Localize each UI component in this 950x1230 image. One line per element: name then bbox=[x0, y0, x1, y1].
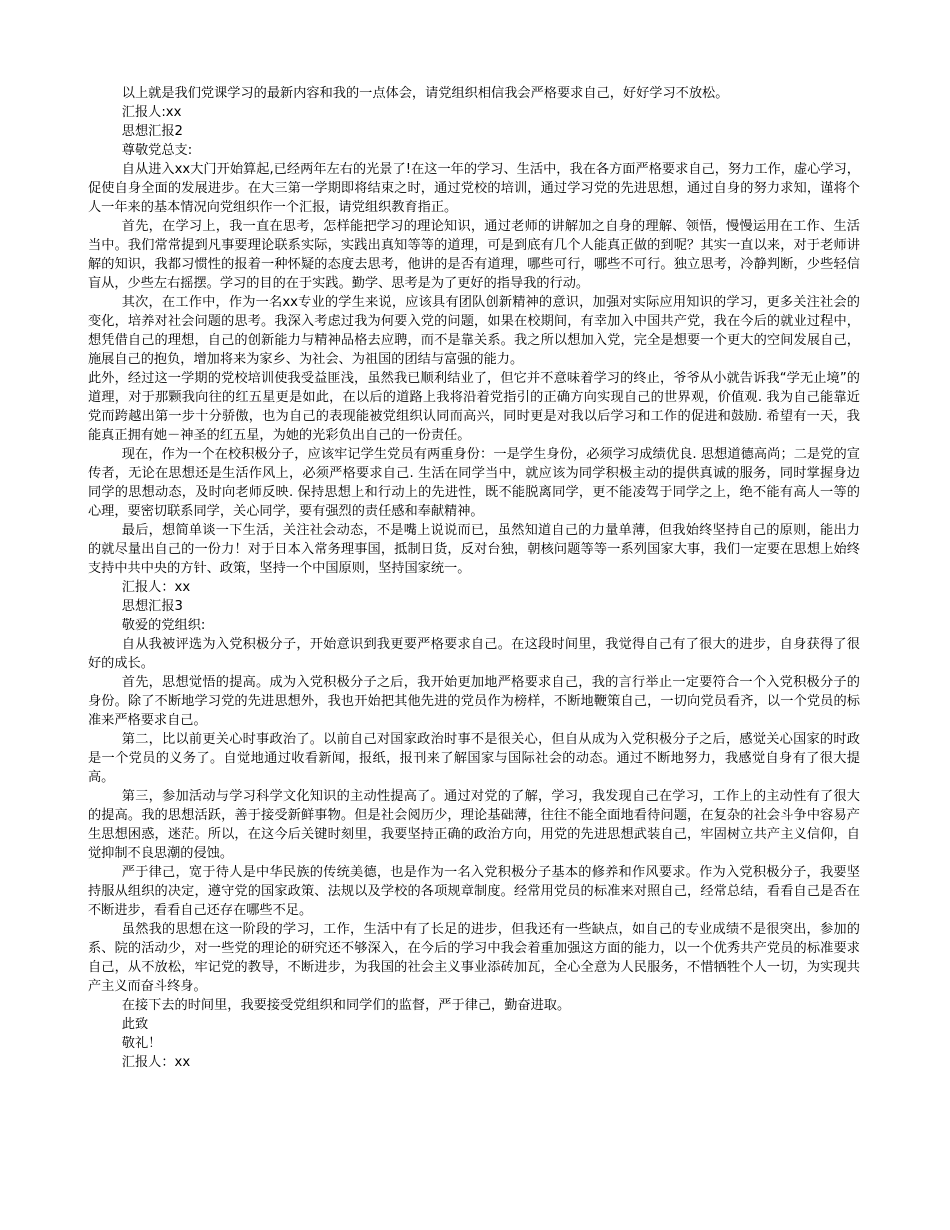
body-paragraph: 严于律己，宽于待人是中华民族的传统美德，也是作为一名入党积极分子基本的修养和作风要求。作为入党积极分子，我要坚持服从组织的决定，遵守党的国家政策、法规以及学校的各项规章制度。经常用党员的标准来对照自己，经常总结，看看自己是否在不断进步，看看自己还存在哪些不足。 bbox=[88, 865, 860, 918]
reporter-line: 汇报人:xx bbox=[121, 105, 182, 120]
body-paragraph: 此外，经过这一学期的党校培训使我受益匪浅，虽然我已顺利结业了，但它并不意味着学习的终止，爷爷从小就告诉我“学无止境”的道理，对于那颗我向往的红五星更是如此，在以后的道路上我将沿着党指引的正确方向实现自己的世界观，价值观. 我为自己能靠近党而跨越出第一步十分骄傲，也为自己的表现能被党组织认同而高兴，同时更是对我以后学习和工作的促进和鼓励. 希望有一天，我能真正拥有她－神圣的红五星，为她的光彩负出自己的一份责任。 bbox=[88, 371, 860, 443]
body-paragraph: 第二，比以前更关心时事政治了。以前自己对国家政治时事不是很关心，但自从成为入党积极分子之后，感觉关心国家的时政是一个党员的义务了。自觉地通过收看新闻，报纸，报刊来了解国家与国际社会的动态。通过不断地努力，我感觉自身有了很大提高。 bbox=[88, 732, 860, 785]
reporter-line: 汇报人：xx bbox=[121, 1055, 191, 1070]
body-paragraph: 在接下去的时间里，我要接受党组织和同学们的监督，严于律己，勤奋进取。 bbox=[121, 998, 571, 1013]
body-paragraph: 其次，在工作中，作为一名xx专业的学生来说，应该具有团队创新精神的意识，加强对实际应用知识的学习，更多关注社会的变化，培养对社会问题的思考。我深入考虑过我为何要入党的问题，如果在校期间，有幸加入中国共产党，我在今后的就业过程中，想凭借自己的理想，自己的创新能力与精神品格去应聘，而不是靠关系。我之所以想加入党，完全是想要一个更大的空间发展自己，施展自己的抱负，增加将来为家乡、为社会、为祖国的团结与富强的能力。 bbox=[88, 295, 860, 367]
body-paragraph: 首先，在学习上，我一直在思考，怎样能把学习的理论知识，通过老师的讲解加之自身的理解、领悟，慢慢运用在工作、生活当中。我们常常提到凡事要理论联系实际，实践出真知等等的道理，可是到底有几个人能真正做的到呢？其实一直以来，对于老师讲解的知识，我都习惯性的报着一种怀疑的态度去思考，他讲的是否有道理，哪些可行，哪些不可行。独立思考，冷静判断，少些轻信盲从，少些左右摇摆。学习的目的在于实践。勤学、思考是为了更好的指导我的行动。 bbox=[88, 219, 860, 291]
document-body bbox=[88, 84, 860, 1072]
body-paragraph: 最后，想简单谈一下生活，关注社会动态，不是嘴上说说而已，虽然知道自己的力量单薄，但我始终坚持自己的原则，能出力的就尽量出自己的一份力！对于日本入常务理事国，抵制日货，反对台独，朝核问题等等一系列国家大事，我们一定要在思想上始终支持中共中央的方针、政策，坚持一个中国原则，坚持国家统一。 bbox=[88, 523, 860, 576]
closing-phrase: 此致 bbox=[121, 1017, 149, 1032]
reporter-line: 汇报人：xx bbox=[121, 580, 191, 595]
body-paragraph: 首先，思想觉悟的提高。成为入党积极分子之后，我开始更加地严格要求自己，我的言行举止一定要符合一个入党积极分子的身份。除了不断地学习党的先进思想外，我也开始把其他先进的党员作为榜样，不断地鞭策自己，一切向党员看齐，以一个党员的标准来严格要求自己。 bbox=[88, 675, 860, 728]
report-title: 思想汇报3 bbox=[121, 599, 183, 614]
body-paragraph: 虽然我的思想在这一阶段的学习，工作，生活中有了长足的进步，但我还有一些缺点，如自己的专业成绩不是很突出，参加的系、院的活动少，对一些党的理论的研究还不够深入，在今后的学习中我会着重加强这方面的能力，以一个优秀共产党员的标准要求自己，从不放松，牢记党的教导，不断进步，为我国的社会主义事业添砖加瓦，全心全意为人民服务，不惜牺牲个人一切，为实现共产主义而奋斗终身。 bbox=[88, 922, 860, 994]
closing-paragraph: 以上就是我们党课学习的最新内容和我的一点体会，请党组织相信我会严格要求自己，好好学习不放松。 bbox=[121, 86, 729, 101]
closing-salute: 敬礼！ bbox=[121, 1036, 162, 1051]
body-paragraph: 第三，参加活动与学习科学文化知识的主动性提高了。通过对党的了解，学习，我发现自己在学习，工作上的主动性有了很大的提高。我的思想活跃，善于接受新鲜事物。但是社会阅历少，理论基础薄，往往不能全面地看待问题，在复杂的社会斗争中容易产生思想困惑，迷茫。所以，在这今后关键时刻里，我要坚持正确的政治方向，用党的先进思想武装自己，牢固树立共产主义信仰，自觉抑制不良思潮的侵蚀。 bbox=[88, 789, 860, 861]
salutation: 敬爱的党组织: bbox=[121, 618, 206, 633]
body-paragraph: 自从我被评选为入党积极分子，开始意识到我更要严格要求自己。在这段时间里，我觉得自己有了很大的进步，自身获得了很好的成长。 bbox=[88, 637, 860, 671]
report-title: 思想汇报2 bbox=[121, 124, 183, 139]
salutation: 尊敬党总支: bbox=[121, 143, 193, 158]
body-paragraph: 自从进入xx大门开始算起,已经两年左右的光景了!在这一年的学习、生活中，我在各方面严格要求自己，努力工作，虚心学习，促使自身全面的发展进步。在大三第一学期即将结束之时，通过党校的培训，通过学习党的先进思想，通过自身的努力求知，谨将个人一年来的基本情况向党组织作一个汇报，请党组织教育指正。 bbox=[88, 162, 860, 215]
body-paragraph: 现在，作为一个在校积极分子，应该牢记学生党员有两重身份：一是学生身份，必须学习成绩优良. 思想道德高尚；二是党的宣传者，无论在思想还是生活作风上，必须严格要求自己. 生活在同学当中，就应该为同学积极主动的提供真诚的服务，同时掌握身边同学的思想动态，及时向老师反映. 保持思想上和行动上的先进性，既不能脱离同学，更不能凌驾于同学之上，绝不能有高人一等的心理，要密切联系同学，关心同学，要有强烈的责任感和奉献精神。 bbox=[88, 447, 860, 519]
